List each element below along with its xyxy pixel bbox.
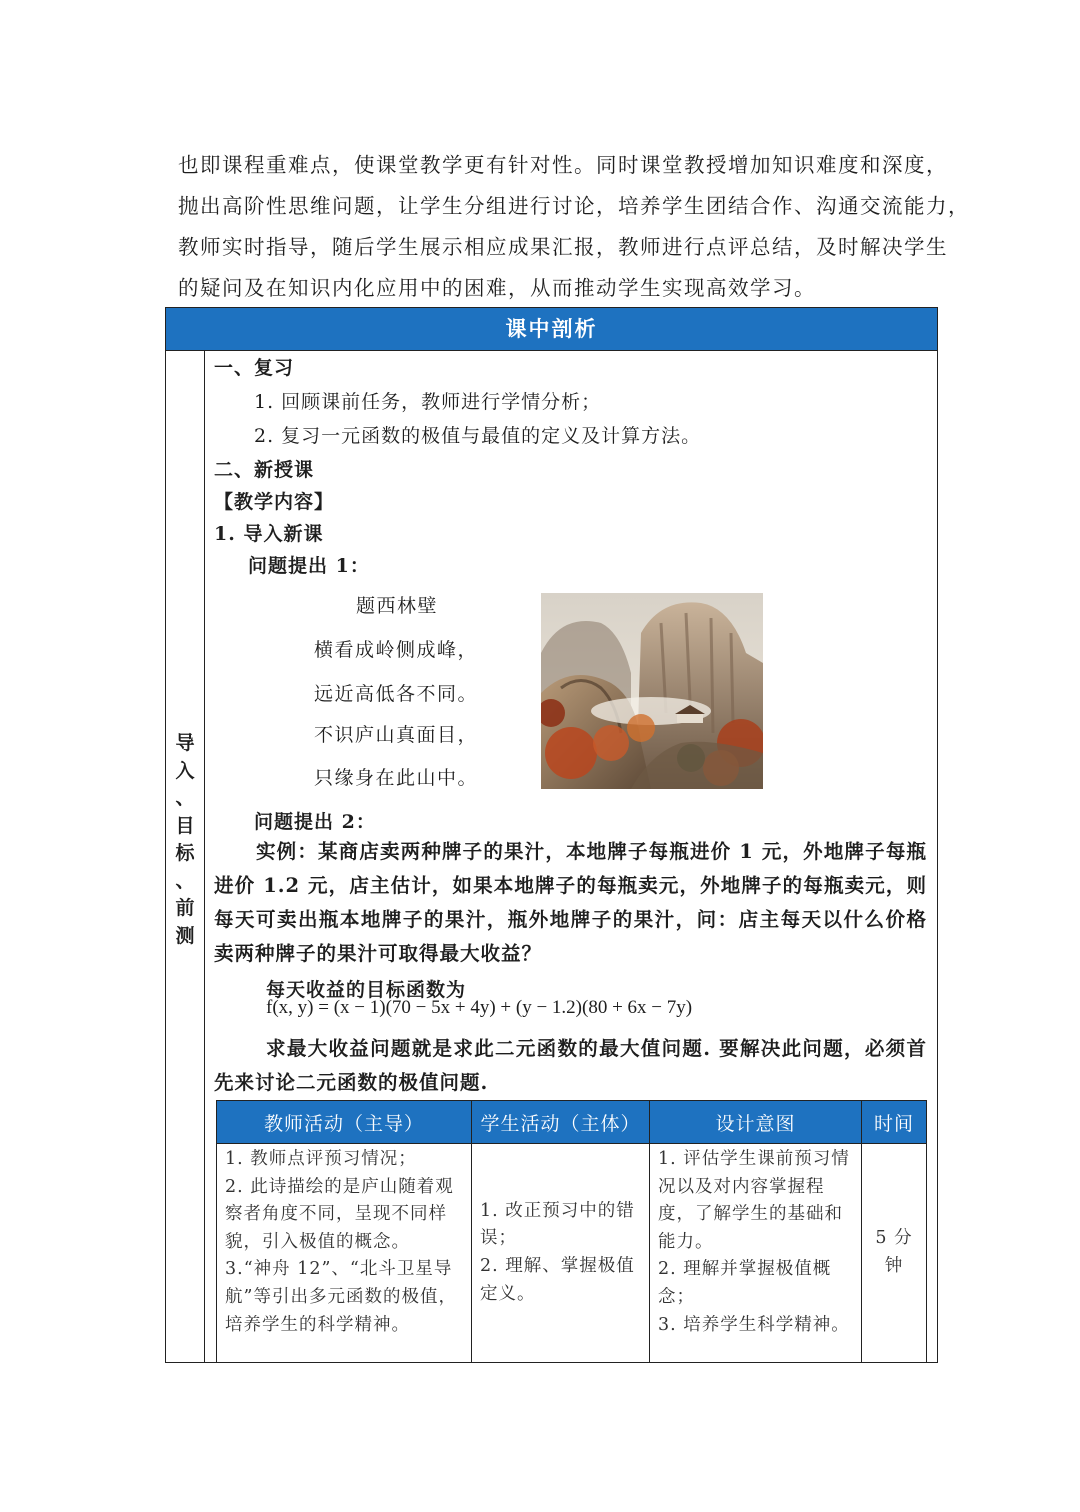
student-activity-cell <box>472 1144 650 1363</box>
header-design: 设计意图 <box>650 1101 862 1144</box>
side-char: 导 <box>175 732 195 754</box>
poem-line: 不识庐山真面目， <box>314 724 479 746</box>
objective-label: 每天收益的目标函数为 <box>266 979 467 1001</box>
conclusion-paragraph: 求最大收益问题就是求此二元函数的最大值问题. 要解决此问题，必须首先来讨论二元函数的极值问题. <box>214 1037 927 1094</box>
intro-line: 教师实时指导，随后学生展示相应成果汇报，教师进行点评总结，及时解决学生 <box>178 235 948 259</box>
review-item: 2. 复习一元函数的极值与最值的定义及计算方法。 <box>254 425 702 447</box>
cell-text: 1. 评估学生课前预习情况以及对内容掌握程度，了解学生的基础和能力。 <box>658 1149 850 1252</box>
new-lesson-heading: 二、新授课 <box>214 459 315 481</box>
side-char: 、 <box>175 787 195 809</box>
side-char: 标 <box>175 842 195 864</box>
activity-table <box>216 1100 927 1363</box>
content-tag: 【教学内容】 <box>214 491 335 513</box>
intro-paragraph <box>178 148 970 312</box>
table-row <box>217 1144 927 1363</box>
intro-line: 也即课程重难点，使课堂教学更有针对性。同时课堂教授增加知识难度和深度， <box>178 153 948 177</box>
header-student: 学生活动（主体） <box>472 1101 650 1144</box>
poem-title: 题西林壁 <box>356 595 439 617</box>
review-heading: 一、复习 <box>214 357 295 379</box>
lesson-table <box>165 307 938 1363</box>
cell-text: 3. 培养学生科学精神。 <box>658 1314 850 1335</box>
example-paragraph: 实例：某商店卖两种牌子的果汁，本地牌子每瓶进价 1 元，外地牌子每瓶进价 1.2 元，店主估计，如果本地牌子的每瓶卖元，外地牌子的每瓶卖元，则每天可卖出瓶本地牌子的果汁，瓶外地牌子的果汁，问：店主每天以什么价格卖两种牌子的果汁可取得最大收益？ <box>214 840 927 965</box>
question-label: 问题提出 1： <box>248 555 370 577</box>
cell-text: 1. 教师点评预习情况； <box>225 1149 417 1169</box>
header-time: 时间 <box>862 1101 927 1144</box>
cell-text: 2. 理解、掌握极值定义。 <box>480 1256 635 1304</box>
poem-line: 只缘身在此山中。 <box>314 767 479 789</box>
intro-line: 的疑问及在知识内化应用中的困难，从而推动学生实现高效学习。 <box>178 276 816 300</box>
teacher-activity-cell <box>217 1144 472 1363</box>
side-char: 、 <box>175 869 195 892</box>
question-label: 问题提出 2： <box>254 811 376 833</box>
design-intent-cell <box>650 1144 862 1363</box>
review-item: 1. 回顾课前任务，教师进行学情分析； <box>254 391 602 413</box>
poem-line: 远近高低各不同。 <box>314 683 479 705</box>
side-char: 目 <box>175 814 195 837</box>
side-char: 前 <box>175 897 195 919</box>
header-teacher: 教师活动（主导） <box>217 1101 472 1144</box>
side-label <box>166 730 204 950</box>
time-cell: 5 分钟 <box>862 1144 927 1363</box>
objective-formula: f(x, y) = (x − 1)(70 − 5x + 4y) + (y − 1.2)(80 + 6x − 7y) <box>266 997 693 1018</box>
cell-text: 1. 改正预习中的错误； <box>480 1200 635 1249</box>
subsection-title: 1. 导入新课 <box>214 523 324 545</box>
section-banner: 课中剖析 <box>166 308 937 351</box>
side-char: 测 <box>175 924 195 947</box>
cell-text: 2. 理解并掌握极值概念； <box>658 1259 832 1307</box>
cell-text: 2. 此诗描绘的是庐山随着观察者角度不同，呈现不同样貌，引入极值的概念。 <box>225 1176 454 1252</box>
poem-line: 横看成岭侧成峰， <box>314 639 479 661</box>
intro-line: 抛出高阶性思维问题，让学生分组进行讨论，培养学生团结合作、沟通交流能力， <box>178 194 970 218</box>
side-column <box>166 350 205 1362</box>
side-char: 入 <box>175 759 195 782</box>
cell-text: 3.“神舟 12”、“北斗卫星导航”等引出多元函数的极值，培养学生的科学精神。 <box>225 1259 457 1335</box>
landscape-painting <box>541 593 763 789</box>
